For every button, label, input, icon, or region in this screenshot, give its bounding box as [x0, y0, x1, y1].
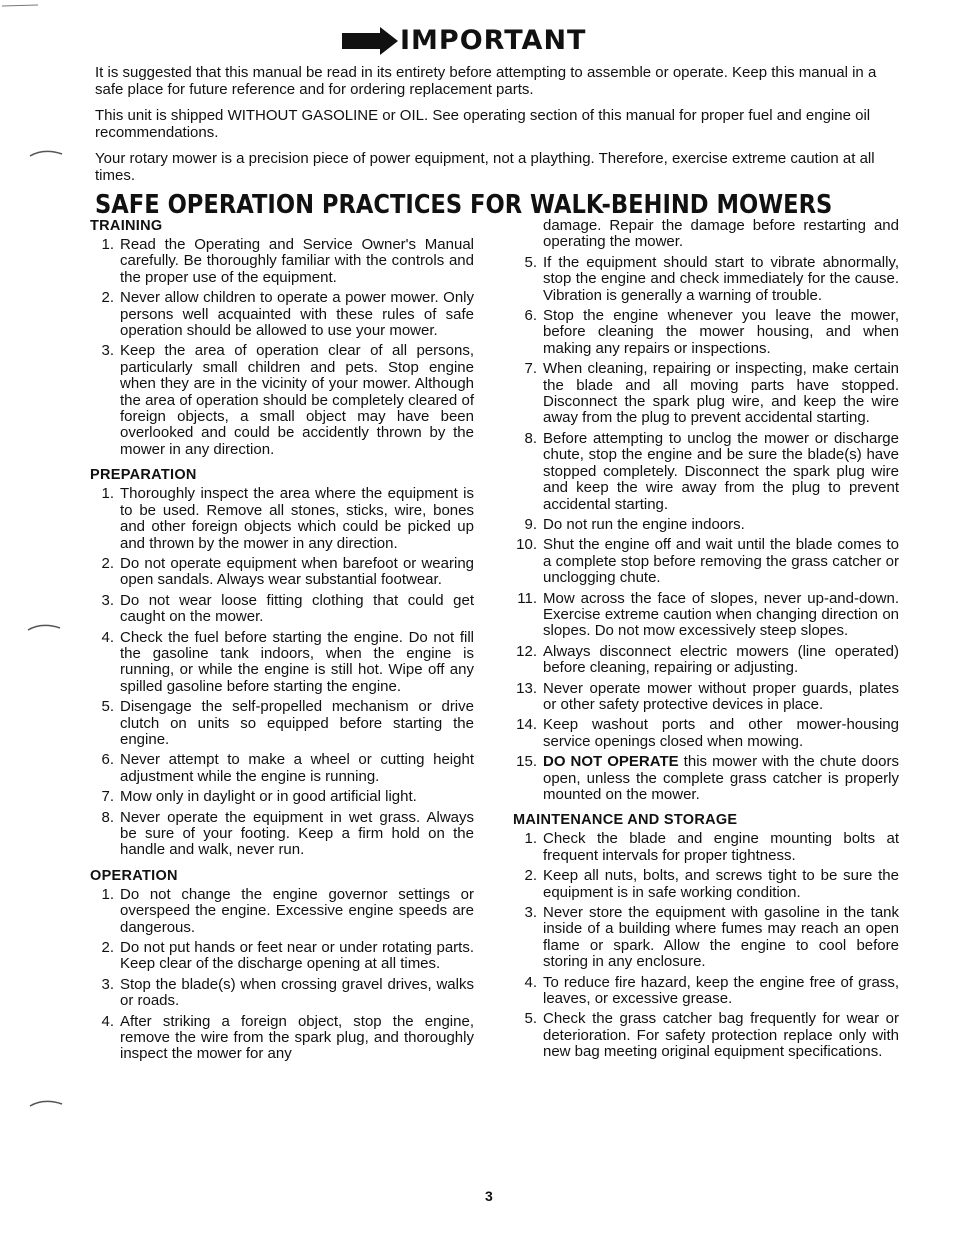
item-text: To reduce fire hazard, keep the engine free of grass, leaves, or excessive grease. [543, 973, 899, 1008]
item-number: 2. [524, 867, 537, 885]
item-text-rest: this mower with the chute doors open, unless the complete grass catcher is properly mounted on the mower. [543, 753, 899, 803]
training-list [90, 237, 474, 458]
list-item [513, 905, 899, 971]
item-text: Do not put hands or feet near or under rotating parts. Keep clear of the discharge opening at all times. [120, 939, 474, 973]
item-text: After striking a foreign object, stop the engine, remove the wire from the spark plug, and thoroughly inspect the mower for any [120, 1012, 474, 1063]
maintenance-list [513, 831, 899, 1060]
item-number: 3. [524, 904, 537, 922]
list-item [513, 517, 899, 533]
item-number: 7. [524, 360, 537, 378]
item-text: Mow only in daylight or in good artificial light. [120, 788, 417, 806]
important-title: IMPORTANT [400, 25, 587, 56]
left-column [90, 218, 474, 1067]
list-item [90, 810, 474, 859]
list-item [90, 486, 474, 552]
list-item [513, 361, 899, 427]
list-item [90, 290, 474, 339]
item-number: 1. [101, 485, 114, 503]
item-number: 10. [516, 536, 537, 554]
item-number: 8. [524, 429, 537, 447]
list-item [513, 255, 899, 304]
item-number: 6. [101, 751, 114, 769]
page-number: 3 [485, 1188, 493, 1204]
list-item [513, 717, 899, 750]
item-number: 8. [101, 808, 114, 826]
item-number: 5. [524, 253, 537, 271]
intro-section [95, 64, 905, 193]
item-number: 2. [101, 554, 114, 572]
right-arrow-icon [342, 27, 398, 55]
item-text: Shut the engine off and wait until the blade comes to a complete stop before removing the grass catcher or unclogging chute. [543, 536, 899, 587]
right-column [513, 218, 899, 1065]
list-item [90, 1014, 474, 1063]
operation-list-continued [513, 255, 899, 750]
list-item [513, 431, 899, 513]
operation-item-continuation: damage. Repair the damage before restarting and operating the mower. [543, 217, 899, 251]
scan-mark [28, 146, 64, 160]
item-number: 15. [516, 753, 537, 771]
item-number: 7. [101, 788, 114, 806]
item-number: 5. [101, 698, 114, 716]
item-number: 1. [524, 830, 537, 848]
item-text: Thoroughly inspect the area where the equipment is to be used. Remove all stones, sticks, wire, bones and other foreign objects which could be picked up and thrown by the mower in any direction. [120, 485, 474, 552]
list-item [513, 868, 899, 901]
list-item [513, 308, 899, 357]
section-heading-training: TRAINING [90, 218, 163, 234]
intro-paragraph: Your rotary mower is a precision piece of power equipment, not a plaything. Therefore, exercise extreme caution at all times. [95, 150, 875, 184]
item-text: Never store the equipment with gasoline in the tank inside of a building where fumes may reach an open flame or spark. Allow the engine to cool before storing in any enclosure. [543, 904, 899, 971]
scan-mark [28, 1096, 64, 1110]
item-text: Keep the area of operation clear of all persons, particularly small children and pets. Stop engine when they are in the vicinity of your mower. Although the area of operation should be completely cleared of foreign objects, a small object may have been overlooked and could be accidently thrown by the mower in any direction. [120, 342, 474, 458]
item-number: 2. [101, 939, 114, 957]
item-text: Do not run the engine indoors. [543, 515, 745, 533]
item-text: Check the grass catcher bag frequently for wear or deterioration. For safety protection replace only with new bag meeting original equipment specifications. [543, 1010, 899, 1061]
list-item [513, 644, 899, 677]
item-number: 3. [101, 342, 114, 360]
item-text: Check the blade and engine mounting bolts at frequent intervals for proper tightness. [543, 830, 899, 864]
list-item [90, 630, 474, 696]
list-item [90, 940, 474, 973]
important-header [342, 26, 586, 56]
item-number: 13. [516, 679, 537, 697]
list-item [90, 977, 474, 1010]
item-text [543, 754, 899, 803]
item-text: Check the fuel before starting the engine. Do not fill the gasoline tank indoors, when the engine is running, or while the engine is still hot. Wipe off any spilled gasoline before starting the engine. [120, 628, 474, 695]
item-number: 12. [516, 642, 537, 660]
item-number: 5. [524, 1010, 537, 1028]
list-item [513, 754, 899, 803]
item-number: 4. [524, 973, 537, 991]
item-number: 4. [101, 1012, 114, 1030]
section-heading-operation: OPERATION [90, 867, 178, 884]
item-text: Never allow children to operate a power mower. Only persons well acquainted with these rules of safe operation should be allowed to use your mower. [120, 289, 474, 340]
item-number: 2. [101, 289, 114, 307]
intro-paragraph: This unit is shipped WITHOUT GASOLINE or OIL. See operating section of this manual for proper fuel and engine oil recommendations. [95, 107, 871, 141]
item-text: Never operate the equipment in wet grass. Always be sure of your footing. Keep a firm hold on the handle and walk, never run. [120, 808, 474, 859]
item-text: Do not change the engine governor settings or overspeed the engine. Excessive engine speeds are dangerous. [120, 885, 474, 936]
list-item [90, 752, 474, 785]
section-heading-preparation: PREPARATION [90, 467, 197, 484]
item-text: Never attempt to make a wheel or cutting height adjustment while the engine is running. [120, 751, 474, 785]
item-text: Keep washout ports and other mower-housing service openings closed when mowing. [543, 716, 899, 750]
item-text: Do not operate equipment when barefoot or wearing open sandals. Always wear substantial footwear. [120, 554, 474, 589]
list-item [513, 537, 899, 586]
scan-mark [26, 620, 62, 634]
list-item [90, 789, 474, 805]
item-text: When cleaning, repairing or inspecting, make certain the blade and all moving parts have stopped. Disconnect the spark plug wire, and keep the wire away from the plug to prevent accidental starting. [543, 360, 899, 427]
item-text: Always disconnect electric mowers (line operated) before cleaning, repairing or adjusting. [543, 642, 899, 677]
item-text: Mow across the face of slopes, never up-and-down. Exercise extreme caution when changing direction on slopes. Do not mow excessively steep slopes. [543, 589, 899, 640]
list-item [513, 1011, 899, 1060]
list-item [90, 237, 474, 286]
item-bold-lead: DO NOT OPERATE [543, 753, 679, 771]
list-item [90, 593, 474, 626]
list-item [90, 699, 474, 748]
item-number: 1. [101, 236, 114, 253]
preparation-list [90, 486, 474, 859]
operation-list [90, 887, 474, 1063]
list-item [90, 556, 474, 589]
list-item [513, 975, 899, 1008]
list-item [513, 681, 899, 714]
item-number: 9. [524, 515, 537, 533]
item-number: 1. [101, 885, 114, 903]
item-number: 11. [517, 589, 537, 607]
item-text: Disengage the self-propelled mechanism or drive clutch on units so equipped before starting the engine. [120, 698, 474, 748]
item-number: 14. [516, 716, 537, 734]
item-text: Before attempting to unclog the mower or discharge chute, stop the engine and be sure the blade(s) have stopped completely. Disconnect the spark plug wire and keep the wire away from the plug to prevent accidental starting. [543, 429, 899, 513]
list-item [90, 887, 474, 936]
list-item [90, 343, 474, 458]
item-text: Do not wear loose fitting clothing that could get caught on the mower. [120, 591, 474, 626]
item-text: Stop the blade(s) when crossing gravel drives, walks or roads. [120, 975, 474, 1010]
list-item [513, 831, 899, 864]
section-heading-maintenance: MAINTENANCE AND STORAGE [513, 812, 738, 829]
item-text: Read the Operating and Service Owner's Manual carefully. Be thoroughly familiar with the controls and the proper use of the equipment. [120, 236, 474, 286]
item-number: 3. [101, 975, 114, 993]
item-number: 6. [524, 307, 537, 325]
page-title: SAFE OPERATION PRACTICES FOR WALK-BEHIND MOWERS [95, 190, 833, 220]
item-number: 4. [101, 628, 114, 646]
item-text: Keep all nuts, bolts, and screws tight to be sure the equipment is in safe working condition. [543, 867, 899, 901]
item-text: Stop the engine whenever you leave the mower, before cleaning the mower housing, and when making any repairs or inspections. [543, 307, 899, 357]
scan-mark [0, 2, 40, 8]
list-item [513, 591, 899, 640]
item-text: Never operate mower without proper guards, plates or other safety protective devices in place. [543, 679, 899, 713]
item-text: If the equipment should start to vibrate abnormally, stop the engine and check immediately for the cause. Vibration is generally a warning of trouble. [543, 253, 899, 304]
intro-paragraph: It is suggested that this manual be read in its entirety before attempting to assemble or operate. Keep this manual in a safe place for future reference and for ordering replacement parts. [95, 64, 877, 98]
item-number: 3. [101, 591, 114, 609]
